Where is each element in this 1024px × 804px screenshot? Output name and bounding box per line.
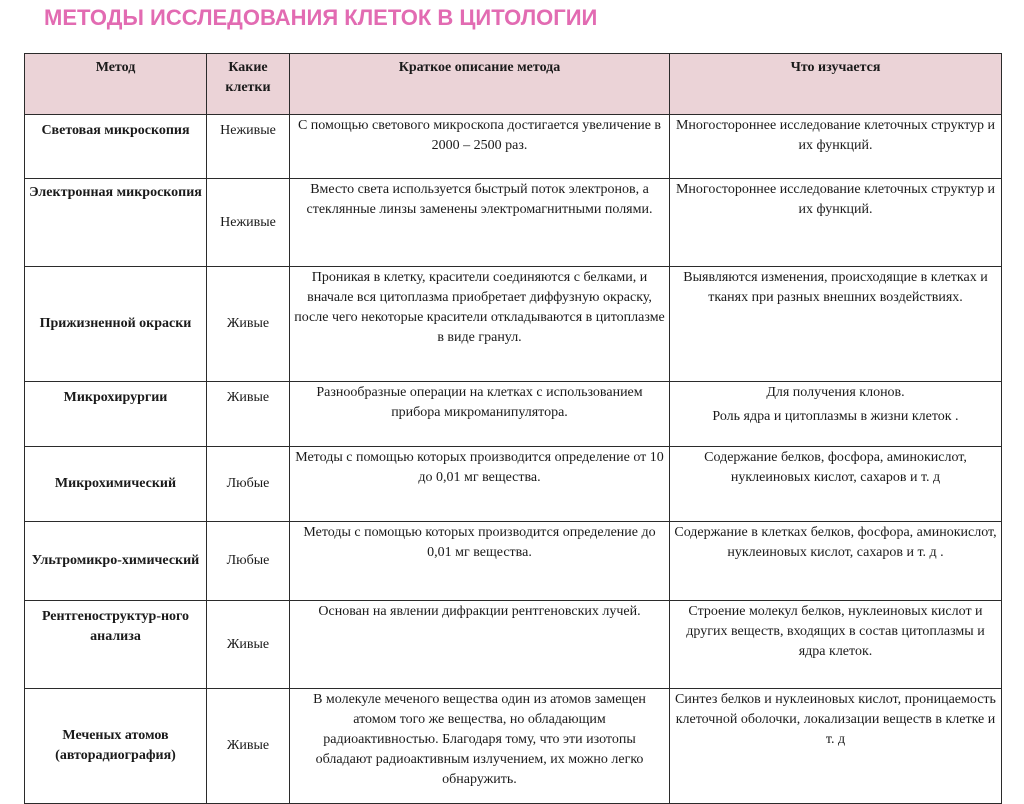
header-studies: Что изучается (670, 54, 1002, 115)
table-row (25, 601, 1002, 689)
cell-method: Меченых атомов (авторадиография) (25, 689, 207, 804)
header-cells: Какие клетки (207, 54, 290, 115)
cell-description: Вместо света используется быстрый поток электронов, а стеклянные линзы заменены электромагнитными полями. (290, 179, 670, 267)
studies-line-1: Для получения клонов. (766, 385, 905, 400)
header-method: Метод (25, 54, 207, 115)
cell-method: Микрохирургии (25, 382, 207, 447)
cell-description: Основан на явлении дифракции рентгеновских лучей. (290, 601, 670, 689)
table-row (25, 179, 1002, 267)
cell-studies: Многостороннее исследование клеточных структур и их функций. (670, 179, 1002, 267)
cell-studies: Строение молекул белков, нуклеиновых кислот и других веществ, входящих в состав цитоплазмы и ядра клеток. (670, 601, 1002, 689)
cell-cells: Любые (207, 447, 290, 522)
table-row (25, 115, 1002, 179)
table-row (25, 447, 1002, 522)
cell-cells: Живые (207, 382, 290, 447)
cell-description: Методы с помощью которых производится определение до 0,01 мг вещества. (290, 522, 670, 601)
cell-cells: Неживые (207, 115, 290, 179)
cell-description: С помощью светового микроскопа достигается увеличение в 2000 – 2500 раз. (290, 115, 670, 179)
cell-method: Электронная микроскопия (25, 179, 207, 267)
cell-method: Световая микроскопия (25, 115, 207, 179)
cell-method: Микрохимический (25, 447, 207, 522)
cell-studies: Содержание белков, фосфора, аминокислот, нуклеиновых кислот, сахаров и т. д (670, 447, 1002, 522)
cell-studies: Многостороннее исследование клеточных структур и их функций. (670, 115, 1002, 179)
page-title: МЕТОДЫ ИССЛЕДОВАНИЯ КЛЕТОК В ЦИТОЛОГИИ (44, 5, 598, 30)
cell-method: Рентгеноструктур-ного анализа (25, 601, 207, 689)
cell-studies: Содержание в клетках белков, фосфора, аминокислот, нуклеиновых кислот, сахаров и т. д . (670, 522, 1002, 601)
cell-cells: Любые (207, 522, 290, 601)
cell-cells: Неживые (207, 179, 290, 267)
cell-studies (670, 382, 1002, 447)
table-header-row (25, 54, 1002, 115)
cell-cells: Живые (207, 601, 290, 689)
cell-method: Прижизненной окраски (25, 267, 207, 382)
cell-method: Ультромикро-химический (25, 522, 207, 601)
table-row (25, 689, 1002, 804)
cell-studies: Выявляются изменения, происходящие в клетках и тканях при разных внешних воздействиях. (670, 267, 1002, 382)
cell-studies: Синтез белков и нуклеиновых кислот, проницаемость клеточной оболочки, локализации веществ в клетке и т. д (670, 689, 1002, 804)
cell-description: В молекуле меченого вещества один из атомов замещен атомом того же вещества, но обладающим радиоактивностью. Благодаря тому, что эти изотопы обладают радиоактивным излучением, их можно легко обнаружить. (290, 689, 670, 804)
cell-description: Проникая в клетку, красители соединяются с белками, и вначале вся цитоплазма приобретает диффузную окраску, после чего некоторые красители откладываются в цитоплазме в виде гранул. (290, 267, 670, 382)
table-row (25, 382, 1002, 447)
studies-line-2: Роль ядра и цитоплазмы в жизни клеток . (712, 409, 959, 424)
cell-description: Методы с помощью которых производится определение от 10 до 0,01 мг вещества. (290, 447, 670, 522)
header-description: Краткое описание метода (290, 54, 670, 115)
table-row (25, 522, 1002, 601)
cell-description: Разнообразные операции на клетках с использованием прибора микроманипулятора. (290, 382, 670, 447)
cell-cells: Живые (207, 267, 290, 382)
table-row (25, 267, 1002, 382)
cell-cells: Живые (207, 689, 290, 804)
methods-table (24, 53, 1002, 804)
